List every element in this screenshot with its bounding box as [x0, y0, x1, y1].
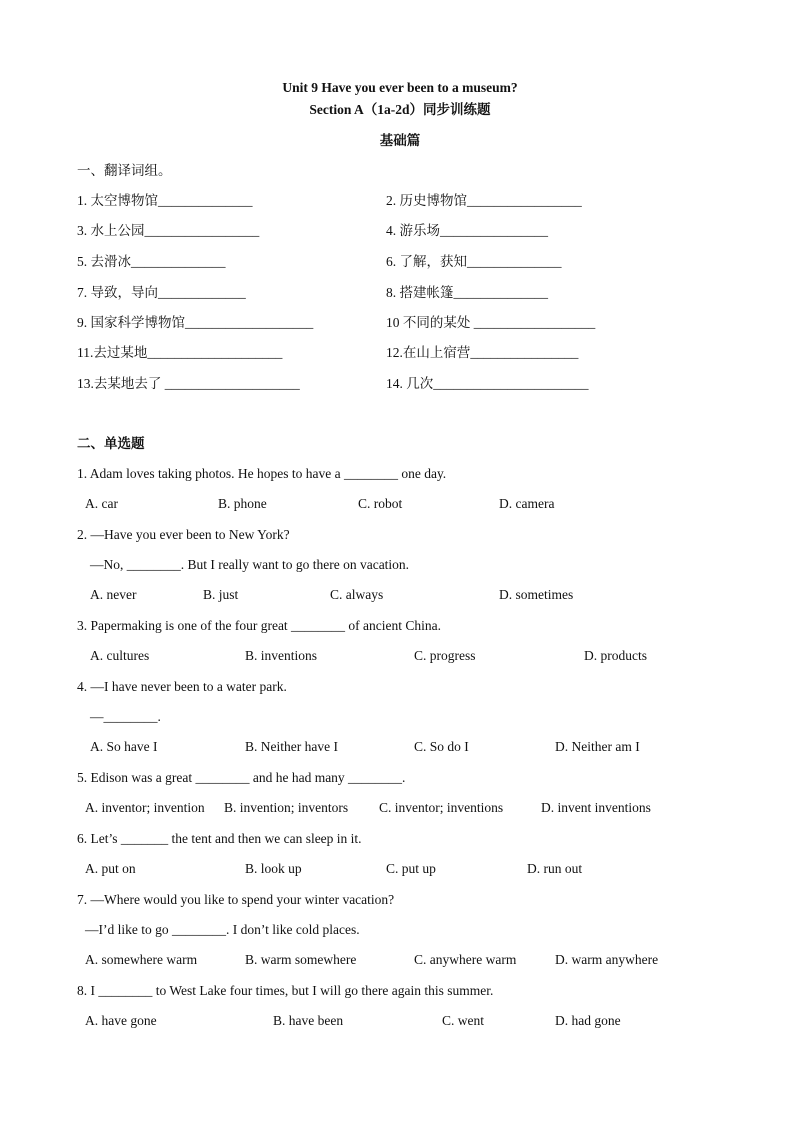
option-d: D. had gone [555, 1013, 621, 1028]
phrase-item: 9. 国家科学博物馆___________________ [77, 315, 314, 330]
question-stem: 5. Edison was a great ________ and he had many ________. [77, 770, 406, 785]
option-b: B. phone [218, 496, 267, 511]
option-c: C. robot [358, 496, 403, 511]
option-c: C. inventor; inventions [379, 800, 504, 815]
option-b: B. invention; inventors [224, 800, 349, 815]
option-a: A. cultures [90, 648, 150, 663]
part2-heading: 二、单选题 [77, 436, 145, 451]
phrase-item: 7. 导致，导向_____________ [77, 285, 246, 300]
part1-heading: 一、翻译词组。 [77, 163, 172, 178]
option-c: C. went [442, 1013, 484, 1028]
option-d: D. products [584, 648, 647, 663]
option-a: A. never [90, 587, 137, 602]
unit-title: Unit 9 Have you ever been to a museum? [282, 80, 518, 95]
option-d: D. sometimes [499, 587, 574, 602]
phrase-item: 8. 搭建帐篷______________ [386, 285, 548, 300]
question-stem-reply: —No, ________. But I really want to go there on vacation. [90, 557, 410, 572]
option-b: B. warm somewhere [245, 952, 357, 967]
option-b: B. just [203, 587, 239, 602]
option-d: D. invent inventions [541, 800, 651, 815]
question-stem: 8. I ________ to West Lake four times, but I will go there again this summer. [77, 983, 494, 998]
option-c: C. progress [414, 648, 476, 663]
option-b: B. inventions [245, 648, 318, 663]
option-a: A. have gone [85, 1013, 157, 1028]
phrase-item: 2. 历史博物馆_________________ [386, 193, 582, 208]
option-d: D. camera [499, 496, 555, 511]
option-d: D. run out [527, 861, 583, 876]
level-title: 基础篇 [379, 133, 421, 148]
option-b: B. Neither have I [245, 739, 338, 754]
phrase-item: 12.在山上宿营________________ [386, 345, 579, 360]
question-stem: 6. Let’s _______ the tent and then we can sleep in it. [77, 831, 362, 846]
option-c: C. anywhere warm [414, 952, 517, 967]
question-stem: 3. Papermaking is one of the four great ________ of ancient China. [77, 618, 442, 633]
phrase-item: 4. 游乐场________________ [386, 223, 548, 238]
question-stem: 7. —Where would you like to spend your winter vacation? [77, 892, 395, 907]
question-stem-reply: —I’d like to go ________. I don’t like cold places. [85, 922, 360, 937]
section-title: Section A（1a-2d）同步训练题 [309, 102, 491, 117]
phrase-item: 6. 了解，获知______________ [386, 254, 562, 269]
option-a: A. somewhere warm [85, 952, 198, 967]
phrase-item: 1. 太空博物馆______________ [77, 193, 253, 208]
question-stem: 1. Adam loves taking photos. He hopes to have a ________ one day. [77, 466, 447, 481]
phrase-item: 13.去某地去了 ____________________ [77, 376, 300, 391]
option-d: D. warm anywhere [555, 952, 659, 967]
phrase-item: 14. 几次_______________________ [386, 376, 589, 391]
question-stem: 2. —Have you ever been to New York? [77, 527, 290, 542]
phrase-item: 5. 去滑冰______________ [77, 254, 226, 269]
option-b: B. have been [273, 1013, 344, 1028]
option-c: C. So do I [414, 739, 469, 754]
question-stem: 4. —I have never been to a water park. [77, 679, 287, 694]
phrase-item: 11.去过某地____________________ [77, 345, 283, 360]
option-a: A. inventor; invention [85, 800, 205, 815]
phrase-item: 10 不同的某处 __________________ [386, 315, 596, 330]
option-b: B. look up [245, 861, 302, 876]
option-c: C. always [330, 587, 384, 602]
phrase-item: 3. 水上公园_________________ [77, 223, 260, 238]
option-d: D. Neither am I [555, 739, 640, 754]
option-c: C. put up [386, 861, 436, 876]
option-a: A. put on [85, 861, 136, 876]
option-a: A. car [85, 496, 118, 511]
question-stem-reply: —________. [90, 709, 161, 724]
option-a: A. So have I [90, 739, 158, 754]
